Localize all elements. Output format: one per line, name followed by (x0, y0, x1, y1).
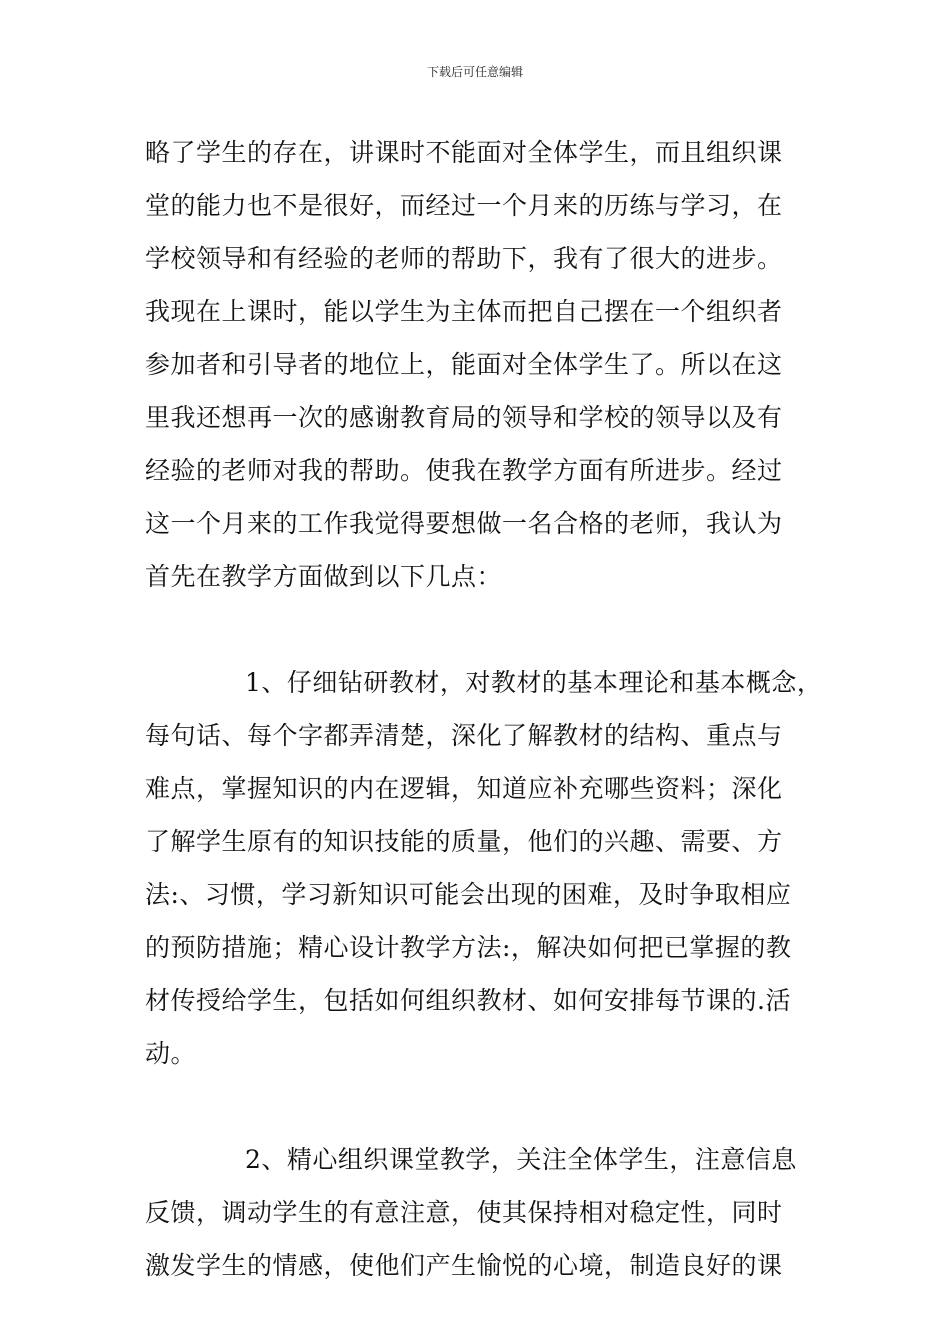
text-line: 1、仔细钻研教材，对教材的基本理论和基本概念， (245, 668, 823, 697)
text-line: 这一个月来的工作我觉得要想做一名合格的老师，我认为 (145, 509, 783, 538)
text-line: 了解学生原有的知识技能的质量，他们的兴趣、需要、方 (145, 827, 783, 856)
text-line: 首先在教学方面做到以下几点： (145, 562, 503, 591)
text-line: 我现在上课时，能以学生为主体而把自己摆在一个组织者 (145, 297, 783, 326)
text-line: 激发学生的情感，使他们产生愉悦的心境，制造良好的课 (145, 1251, 783, 1280)
text-line: 经验的老师对我的帮助。使我在教学方面有所进步。经过 (145, 456, 783, 485)
text-line: 略了学生的存在，讲课时不能面对全体学生，而且组织课 (145, 138, 783, 167)
document-body (145, 126, 825, 1292)
text-line: 2、精心组织课堂教学，关注全体学生，注意信息 (245, 1145, 797, 1174)
text-line: 反馈，调动学生的有意注意，使其保持相对稳定性，同时 (145, 1198, 783, 1227)
text-line: 每句话、每个字都弄清楚，深化了解教材的结构、重点与 (145, 721, 783, 750)
text-line: 材传授给学生，包括如何组织教材、如何安排每节课的.活 (145, 986, 791, 1015)
paragraph-spacer (145, 1080, 825, 1133)
text-line: 参加者和引导者的地位上，能面对全体学生了。所以在这 (145, 350, 783, 379)
paragraph-continuation (145, 126, 825, 603)
paragraph-item-1 (145, 656, 825, 1080)
text-line: 里我还想再一次的感谢教育局的领导和学校的领导以及有 (145, 403, 783, 432)
page-header: 下载后可任意编辑 (426, 65, 523, 79)
paragraph-item-2 (145, 1133, 825, 1292)
text-line: 的预防措施；精心设计教学方法:，解决如何把已掌握的教 (145, 933, 792, 962)
text-line: 法:、习惯，学习新知识可能会出现的困难，及时争取相应 (145, 880, 792, 909)
text-line: 难点，掌握知识的内在逻辑，知道应补充哪些资料；深化 (145, 774, 783, 803)
text-line: 动。 (145, 1039, 197, 1068)
paragraph-spacer (145, 603, 825, 656)
text-line: 堂的能力也不是很好，而经过一个月来的历练与学习，在 (145, 191, 783, 220)
text-line: 学校领导和有经验的老师的帮助下，我有了很大的进步。 (145, 244, 783, 273)
